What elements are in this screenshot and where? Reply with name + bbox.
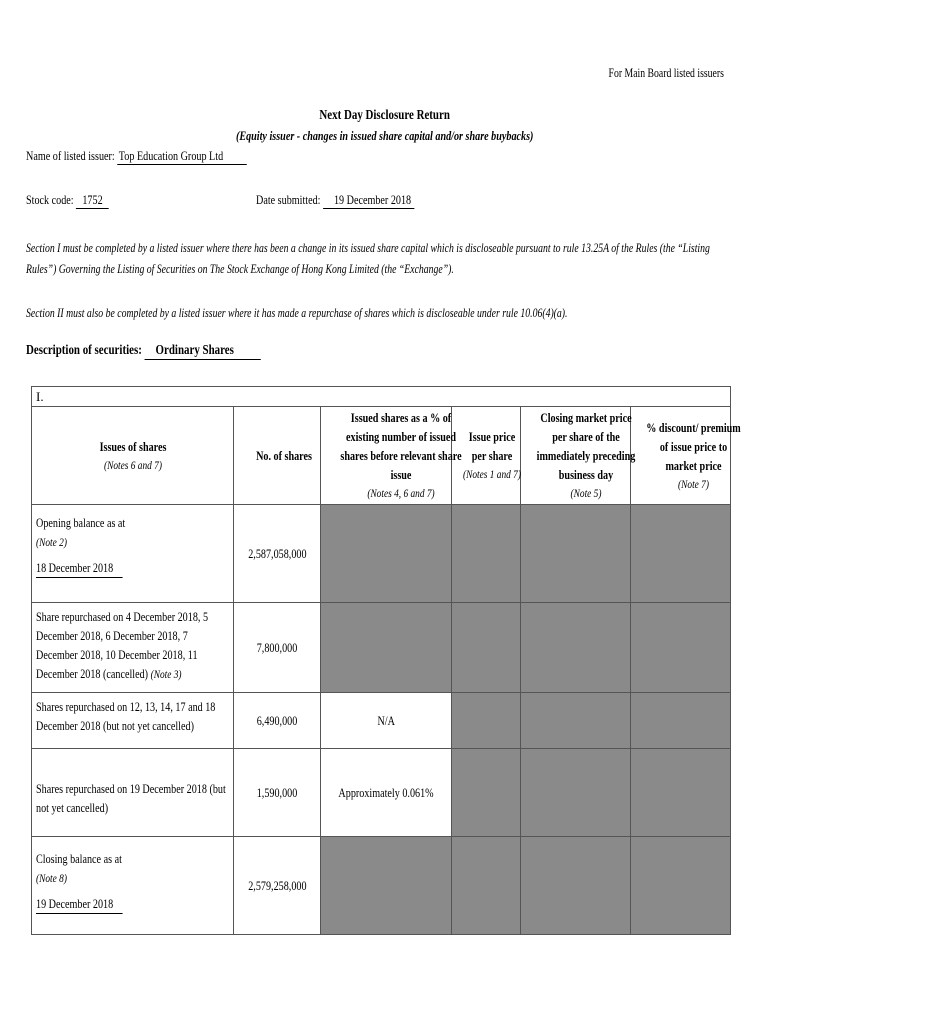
stock-code-value: 1752 <box>76 192 109 209</box>
share-capital-table <box>31 386 741 935</box>
row-label: Shares repurchased on 19 December 2018 (but not yet cancelled) <box>32 749 234 837</box>
row-shares: 2,579,258,000 <box>234 837 321 935</box>
row-shares: 1,590,000 <box>234 749 321 837</box>
header-discount: % discount/ premium of issue price to market price (Note 7) <box>631 407 731 505</box>
row-shares: 2,587,058,000 <box>234 505 321 603</box>
issuer-name-value: Top Education Group Ltd <box>117 148 246 165</box>
table-section-row <box>32 387 731 407</box>
header-issue-price: Issue price per share (Notes 1 and 7) <box>452 407 521 505</box>
header-closing-price: Closing market price per share of the immediately preceding business day (Note 5) <box>521 407 631 505</box>
row-label: Opening balance as at (Note 2) 18 December 2018 <box>32 505 234 603</box>
row-shares: 6,490,000 <box>234 693 321 749</box>
table-header-row <box>32 407 731 505</box>
table-row <box>32 505 731 603</box>
header-pct: Issued shares as a % of existing number of issued shares before relevant share issue (Notes 4, 6 and 7) <box>321 407 452 505</box>
header-no-shares: No. of shares <box>234 407 321 505</box>
securities-description <box>26 343 327 360</box>
table-row <box>32 693 731 749</box>
table-row <box>32 749 731 837</box>
date-submitted-label: Date submitted: <box>256 192 321 207</box>
row-label: Share repurchased on 4 December 2018, 5 December 2018, 6 December 2018, 7 December 2018, 10 December 2018, 11 December 2018 (cancelled) (Note 3) <box>32 603 234 693</box>
row-label: Closing balance as at (Note 8) 19 December 2018 <box>32 837 234 935</box>
row-label: Shares repurchased on 12, 13, 14, 17 and 18 December 2018 (but not yet cancelled) <box>32 693 234 749</box>
table-row <box>32 837 731 935</box>
stock-code-field <box>26 192 132 209</box>
row-shares: 7,800,000 <box>234 603 321 693</box>
issuer-name-field <box>26 148 309 165</box>
section-label: I. <box>32 387 731 407</box>
section-two-note: Section II must also be completed by a listed issuer where it has made a repurchase of shares which is discloseable under rule 10.06(4)(a). <box>26 306 568 320</box>
form-subtitle: (Equity issuer - changes in issued share capital and/or share buybacks) <box>236 128 534 143</box>
stock-code-label: Stock code: <box>26 192 74 207</box>
main-board-label: For Main Board listed issuers <box>608 66 724 80</box>
issuer-name-label: Name of listed issuer: <box>26 148 115 163</box>
table-row <box>32 603 731 693</box>
date-submitted-field <box>256 192 459 209</box>
securities-description-value: Ordinary Shares <box>145 343 261 360</box>
row-pct: Approximately 0.061% <box>321 749 452 837</box>
row-pct: N/A <box>321 693 452 749</box>
section-one-note: Section I must be completed by a listed issuer where there has been a change in its issued share capital which is discloseable pursuant to rule 13.25A of the Rules (the “Listing Rules”) Governing the Listing of Securities on The Stock Exchange of Hong Kong Limited (the “Exchange”). <box>26 241 710 276</box>
header-issues: Issues of shares (Notes 6 and 7) <box>32 407 234 505</box>
securities-description-label: Description of securities: <box>26 343 142 358</box>
date-submitted-value: 19 December 2018 <box>323 192 414 209</box>
form-title: Next Day Disclosure Return <box>319 108 451 123</box>
